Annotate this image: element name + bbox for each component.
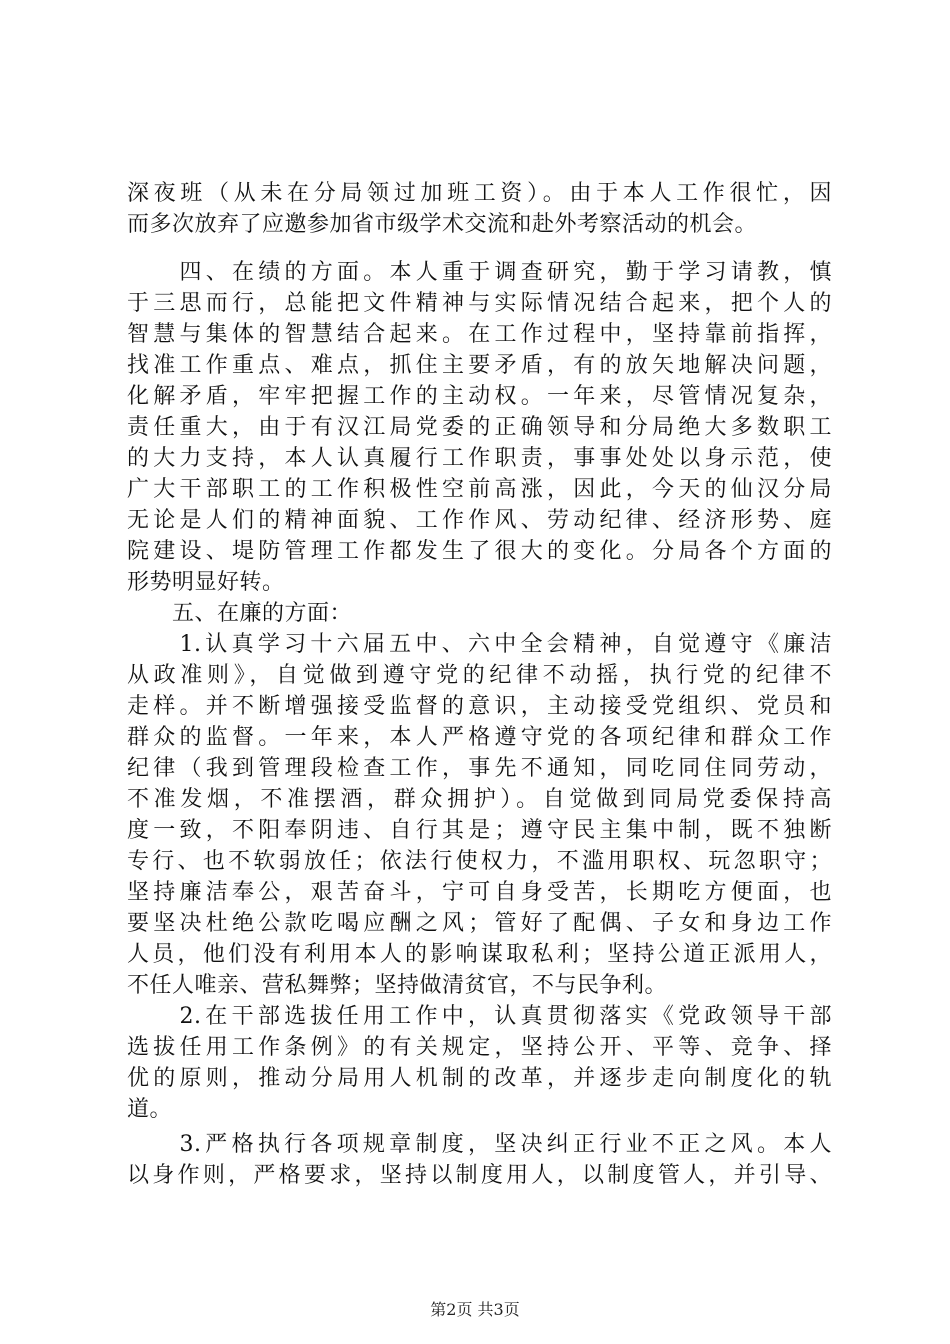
text-line: 于三思而行，总能把文件精神与实际情况结合起来，把个人的 bbox=[127, 291, 832, 316]
paragraph bbox=[127, 629, 832, 1001]
paragraph bbox=[127, 257, 832, 598]
text-line: 广大干部职工的工作积极性空前高涨，因此，今天的仙汉分局 bbox=[127, 477, 832, 502]
text-line: 找准工作重点、难点，抓住主要矛盾，有的放矢地解决问题， bbox=[127, 353, 832, 378]
text-line: 四、在绩的方面。本人重于调查研究，勤于学习请教，慎 bbox=[127, 260, 832, 285]
text-line: 人员，他们没有利用本人的影响谋取私利；坚持公道正派用人， bbox=[127, 942, 832, 967]
text-line: 化解矛盾，牢牢把握工作的主动权。一年来，尽管情况复杂， bbox=[127, 384, 832, 409]
paragraph bbox=[127, 1001, 832, 1125]
document-body bbox=[127, 178, 832, 1191]
text-line: 3.严格执行各项规章制度，坚决纠正行业不正之风。本人 bbox=[127, 1132, 832, 1157]
text-line: 走样。并不断增强接受监督的意识，主动接受党组织、党员和 bbox=[127, 694, 832, 719]
page-number: 第2页 共3页 bbox=[430, 1300, 520, 1319]
text-line: 智慧与集体的智慧结合起来。在工作过程中，坚持靠前指挥， bbox=[127, 322, 832, 347]
text-line: 坚持廉洁奉公，艰苦奋斗，宁可自身受苦，长期吃方便面，也 bbox=[127, 880, 832, 905]
text-line: 选拔任用工作条例》的有关规定，坚持公开、平等、竞争、择 bbox=[127, 1035, 832, 1060]
text-line: 专行、也不软弱放任；依法行使权力，不滥用职权、玩忽职守； bbox=[127, 849, 832, 874]
text-line: 从政准则》，自觉做到遵守党的纪律不动摇，执行党的纪律不 bbox=[127, 663, 832, 688]
text-line: 1.认真学习十六届五中、六中全会精神，自觉遵守《廉洁 bbox=[127, 632, 832, 657]
section-heading: 五、在廉的方面： bbox=[127, 601, 353, 626]
page-footer bbox=[0, 1300, 950, 1320]
paragraph bbox=[127, 598, 832, 629]
text-line: 责任重大，由于有汉江局党委的正确领导和分局绝大多数职工 bbox=[127, 415, 832, 440]
text-line: 不准发烟，不准摆酒，群众拥护）。自觉做到同局党委保持高 bbox=[127, 787, 832, 812]
text-line: 形势明显好转。 bbox=[127, 570, 285, 595]
text-line: 道。 bbox=[127, 1097, 173, 1122]
text-line: 不任人唯亲、营私舞弊；坚持做清贫官，不与民争利。 bbox=[127, 973, 668, 998]
text-line: 的大力支持，本人认真履行工作职责，事事处处以身示范，使 bbox=[127, 446, 832, 471]
text-line: 无论是人们的精神面貌、工作作风、劳动纪律、经济形势、庭 bbox=[127, 508, 832, 533]
text-line: 度一致，不阳奉阴违、自行其是；遵守民主集中制，既不独断 bbox=[127, 818, 832, 843]
text-line: 要坚决杜绝公款吃喝应酬之风；管好了配偶、子女和身边工作 bbox=[127, 911, 832, 936]
text-line: 纪律（我到管理段检查工作，事先不通知，同吃同住同劳动， bbox=[127, 756, 832, 781]
text-line: 以身作则，严格要求，坚持以制度用人，以制度管人，并引导、 bbox=[127, 1163, 832, 1188]
text-line: 2.在干部选拔任用工作中，认真贯彻落实《党政领导干部 bbox=[127, 1004, 832, 1029]
paragraph-gap bbox=[127, 240, 832, 257]
text-line: 群众的监督。一年来，本人严格遵守党的各项纪律和群众工作 bbox=[127, 725, 832, 750]
text-line: 优的原则，推动分局用人机制的改革，并逐步走向制度化的轨 bbox=[127, 1066, 832, 1091]
text-line: 而多次放弃了应邀参加省市级学术交流和赴外考察活动的机会。 bbox=[127, 212, 758, 237]
paragraph bbox=[127, 1129, 832, 1191]
paragraph bbox=[127, 178, 832, 240]
text-line: 深夜班（从未在分局领过加班工资）。由于本人工作很忙，因 bbox=[127, 181, 832, 206]
text-line: 院建设、堤防管理工作都发生了很大的变化。分局各个方面的 bbox=[127, 539, 832, 564]
